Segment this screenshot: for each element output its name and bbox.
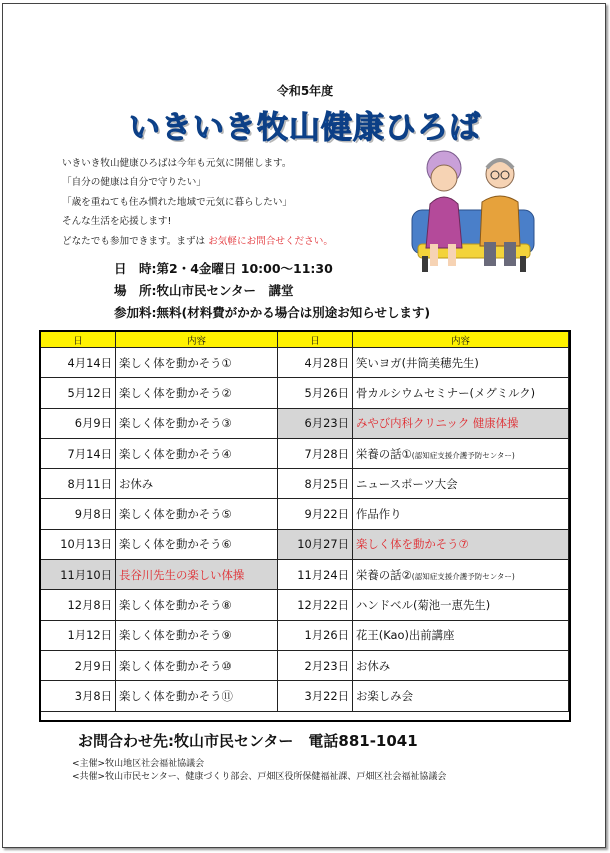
content-cell — [353, 620, 569, 650]
schedule-table — [40, 331, 569, 712]
date-text: 6月9日 — [74, 416, 112, 431]
content-text: 作品作り — [356, 507, 402, 522]
content-text: 楽しく体を動かそう② — [119, 385, 232, 400]
date-cell — [41, 529, 116, 559]
date-text: 12月8日 — [67, 598, 112, 613]
date-text: 3月8日 — [74, 688, 112, 703]
date-text: 1月26日 — [304, 628, 349, 643]
fiscal-year: 令和5年度 — [276, 84, 334, 98]
content-cell — [353, 408, 569, 438]
date-text: 10月27日 — [297, 537, 349, 552]
table-row — [41, 681, 569, 711]
event-place — [114, 280, 430, 302]
content-cell — [116, 438, 278, 468]
content-cell — [353, 529, 569, 559]
contact-invite: お気軽にお問合せください。 — [208, 235, 333, 247]
credits — [72, 758, 446, 784]
organizer: <主催>牧山地区社会福祉協議会 — [72, 759, 205, 769]
date-text: 4月28日 — [304, 355, 349, 370]
content-note: (認知症支援介護予防センター) — [411, 450, 515, 460]
table-header-row — [41, 332, 569, 348]
content-text: お休み — [119, 476, 154, 491]
content-cell — [353, 650, 569, 680]
event-fee — [114, 302, 430, 324]
event-datetime — [114, 258, 430, 280]
content-cell — [353, 590, 569, 620]
date-cell — [278, 590, 353, 620]
content-cell — [353, 499, 569, 529]
intro-line — [62, 232, 333, 251]
date-cell — [278, 620, 353, 650]
date-text: 6月23日 — [304, 416, 349, 431]
date-cell — [41, 378, 116, 408]
intro-line-text: どなたでも参加できます。まずは — [62, 235, 206, 247]
content-text: ハンドベル(菊池一恵先生) — [356, 598, 491, 613]
content-cell — [116, 378, 278, 408]
content-text: 楽しく体を動かそう⑨ — [119, 628, 232, 643]
column-header: 内容 — [353, 332, 569, 348]
date-cell — [41, 681, 116, 711]
intro-line: いきいき牧山健康ひろばは今年も元気に開催します。 — [62, 158, 292, 169]
date-text: 12月22日 — [297, 598, 349, 613]
date-text: 5月26日 — [304, 385, 349, 400]
content-cell — [353, 469, 569, 499]
place-value: 牧山市民センター 講堂 — [156, 283, 294, 298]
content-text: ニュースポーツ大会 — [356, 476, 458, 491]
content-text: 楽しく体を動かそう⑦ — [356, 537, 469, 552]
date-cell — [41, 408, 116, 438]
fee-value: 無料(材料費がかかる場合は別途お知らせします) — [156, 305, 431, 320]
content-text: 楽しく体を動かそう⑥ — [119, 537, 232, 552]
date-text: 9月8日 — [74, 507, 112, 522]
place-label: 場 所: — [114, 283, 157, 298]
intro-line: 「歳を重ねても住み慣れた地域で元気に暮らしたい」 — [62, 196, 293, 208]
contact-info: お問合わせ先:牧山市民センター 電話881-1041 — [78, 732, 418, 750]
table-row — [41, 590, 569, 620]
date-cell — [278, 348, 353, 378]
date-text: 8月25日 — [304, 476, 349, 491]
intro-line: そんな生活を応援します! — [62, 216, 172, 228]
date-text: 8月11日 — [67, 476, 112, 491]
content-cell — [353, 438, 569, 468]
content-text: 楽しく体を動かそう⑪ — [119, 688, 233, 703]
date-cell — [278, 529, 353, 559]
date-cell — [278, 438, 353, 468]
date-cell — [41, 560, 116, 590]
content-cell — [116, 408, 278, 438]
date-text: 1月12日 — [67, 628, 112, 643]
content-text: 骨カルシウムセミナー(メグミルク) — [356, 385, 536, 400]
date-cell — [278, 378, 353, 408]
table-row — [41, 650, 569, 680]
date-cell — [278, 499, 353, 529]
table-row — [41, 408, 569, 438]
content-cell — [353, 378, 569, 408]
content-text: 楽しく体を動かそう⑧ — [119, 598, 232, 613]
table-row — [41, 560, 569, 590]
content-cell — [116, 499, 278, 529]
intro-text — [62, 154, 333, 251]
content-text: 笑いヨガ(井筒美穂先生) — [356, 355, 479, 370]
date-text: 2月23日 — [304, 658, 349, 673]
date-text: 2月9日 — [74, 658, 112, 673]
date-text: 7月28日 — [304, 446, 349, 461]
content-text: 楽しく体を動かそう① — [119, 355, 232, 370]
table-row — [41, 469, 569, 499]
column-header: 日 — [278, 332, 353, 348]
content-cell — [116, 590, 278, 620]
content-cell — [116, 529, 278, 559]
date-text: 9月22日 — [304, 507, 349, 522]
table-row — [41, 529, 569, 559]
content-cell — [116, 620, 278, 650]
datetime-value: 第2・4金曜日 10:00〜11:30 — [156, 261, 333, 276]
content-cell — [116, 560, 278, 590]
page-title: いきいき牧山健康ひろば — [129, 110, 481, 146]
table-row — [41, 348, 569, 378]
date-text: 11月10日 — [60, 567, 112, 582]
table-row — [41, 438, 569, 468]
table-row — [41, 620, 569, 650]
fee-label: 参加料: — [114, 305, 157, 320]
date-text: 7月14日 — [67, 446, 112, 461]
content-cell — [116, 469, 278, 499]
content-cell — [353, 681, 569, 711]
content-text: 花王(Kao)出前講座 — [356, 628, 455, 643]
table-row — [41, 499, 569, 529]
date-cell — [278, 650, 353, 680]
date-text: 5月12日 — [67, 385, 112, 400]
content-note: (認知症支援介護予防センター) — [411, 571, 515, 581]
content-cell — [116, 681, 278, 711]
content-text: 楽しく体を動かそう⑤ — [119, 507, 232, 522]
content-cell — [116, 650, 278, 680]
content-text: お楽しみ会 — [356, 688, 413, 703]
date-text: 11月24日 — [297, 567, 349, 582]
content-text: みやび内科クリニック 健康体操 — [356, 416, 519, 431]
intro-line: 「自分の健康は自分で守りたい」 — [62, 177, 206, 189]
co-sponsor: <共催>牧山市民センター、健康づくり部会、戸畑区役所保健福祉課、戸畑区社会福祉協議会 — [72, 772, 447, 782]
date-text: 10月13日 — [60, 537, 112, 552]
content-text: 楽しく体を動かそう⑩ — [119, 658, 232, 673]
date-cell — [41, 620, 116, 650]
date-cell — [278, 408, 353, 438]
date-cell — [41, 348, 116, 378]
date-cell — [41, 499, 116, 529]
content-text: 長谷川先生の楽しい体操 — [119, 567, 245, 582]
date-cell — [278, 560, 353, 590]
content-text: 栄養の話② — [356, 567, 412, 582]
column-header: 日 — [41, 332, 116, 348]
content-cell — [116, 348, 278, 378]
datetime-label: 日 時: — [114, 261, 157, 276]
content-cell — [353, 348, 569, 378]
column-header: 内容 — [116, 332, 278, 348]
date-cell — [41, 590, 116, 620]
event-info — [114, 258, 430, 324]
content-text: 楽しく体を動かそう③ — [119, 416, 232, 431]
date-cell — [41, 469, 116, 499]
elderly-couple-illustration — [404, 144, 544, 276]
content-text: 楽しく体を動かそう④ — [119, 446, 232, 461]
date-text: 3月22日 — [304, 688, 349, 703]
date-cell — [278, 681, 353, 711]
content-cell — [353, 560, 569, 590]
table-row — [41, 378, 569, 408]
date-cell — [41, 438, 116, 468]
date-cell — [278, 469, 353, 499]
content-text: お休み — [356, 658, 391, 673]
content-text: 栄養の話① — [356, 446, 412, 461]
date-cell — [41, 650, 116, 680]
date-text: 4月14日 — [67, 355, 112, 370]
